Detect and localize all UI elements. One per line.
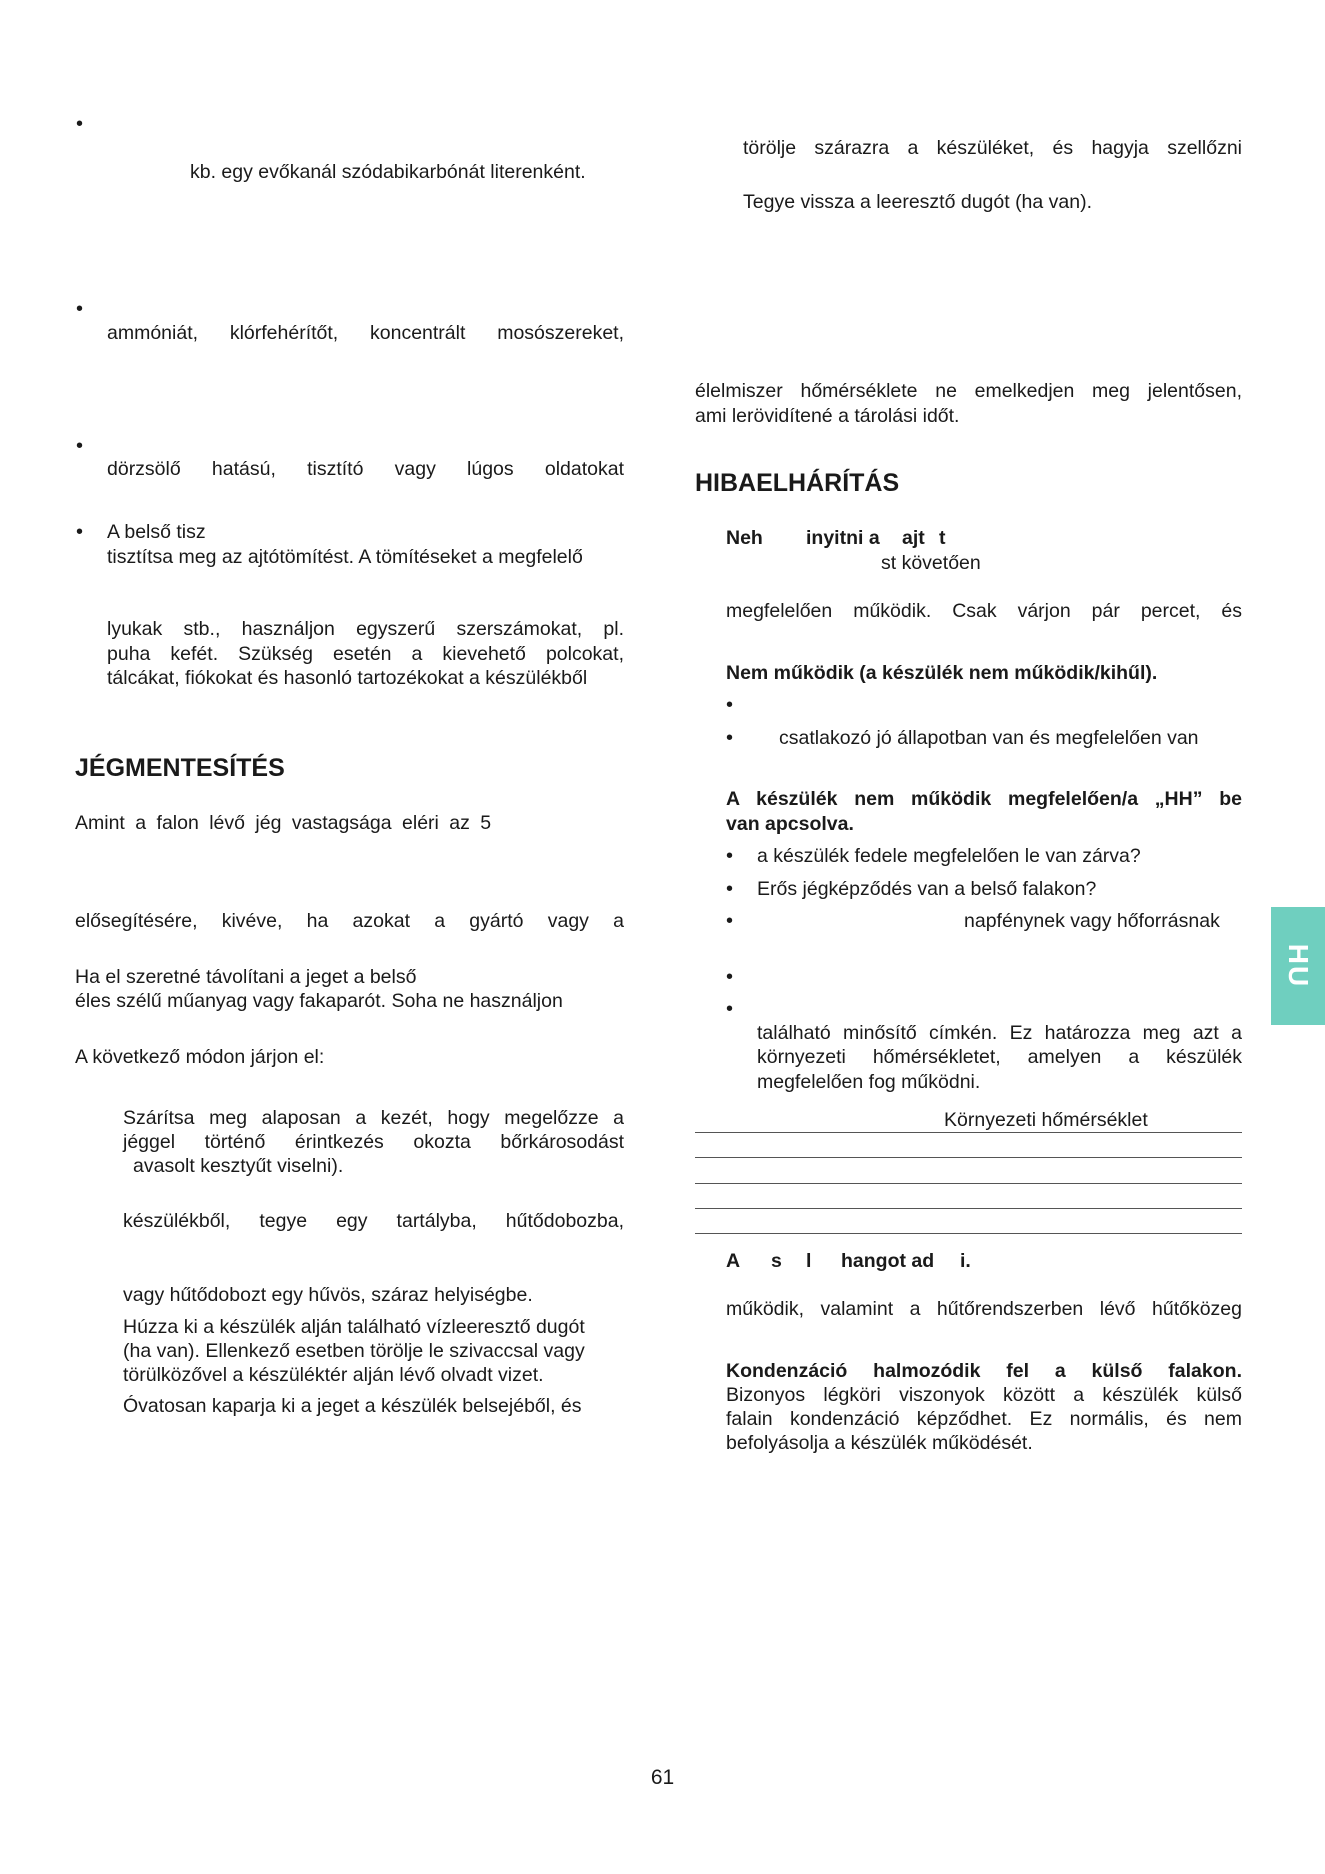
text-line: avasolt kesztyűt viselni).	[133, 1155, 344, 1177]
text-line: csatlakozó jó állapotban van és megfelelően van	[779, 727, 1199, 749]
table-rule	[695, 1208, 1242, 1209]
text-line: lyukak stb., használjon egyszerű szerszámokat, pl.	[107, 618, 624, 640]
table-rule	[695, 1183, 1242, 1184]
subheading: Kondenzáció halmozódik fel a külső falakon.	[726, 1360, 1242, 1382]
bullet-marker: •	[726, 694, 734, 716]
text-line: törülközővel a készüléktér alján lévő olvadt vizet.	[123, 1364, 544, 1386]
subheading: van apcsolva.	[726, 813, 854, 835]
bullet-marker: •	[76, 521, 84, 543]
text-line: Szárítsa meg alaposan a kezét, hogy megelőzze a	[123, 1107, 624, 1129]
text-fragment: s	[771, 1250, 782, 1272]
bullet-marker: •	[726, 966, 734, 988]
text-line: törölje szárazra a készüléket, és hagyja szellőzni	[743, 137, 1242, 159]
text-line: (ha van). Ellenkező esetben törölje le szivaccsal vagy	[123, 1340, 585, 1362]
text-fragment: ajt	[902, 527, 925, 549]
text-fragment: inyitni a	[806, 527, 880, 549]
text-line: dörzsölő hatású, tisztító vagy lúgos oldatokat	[107, 458, 624, 480]
text-line: élelmiszer hőmérséklete ne emelkedjen meg jelentősen,	[695, 380, 1242, 402]
text-fragment: hangot ad	[841, 1250, 935, 1272]
text-line: Bizonyos légköri viszonyok között a készülék külső	[726, 1384, 1242, 1406]
bullet-marker: •	[76, 435, 84, 457]
text-line: vagy hűtődobozt egy hűvös, száraz helyiségbe.	[123, 1284, 533, 1306]
text-fragment: t	[939, 527, 946, 549]
text-line: megfelelően fog működni.	[757, 1071, 981, 1093]
table-rule	[695, 1233, 1242, 1234]
bullet-marker: •	[726, 727, 734, 749]
text-line: Amint a falon lévő jég vastagsága eléri az 5	[75, 812, 492, 834]
language-tab-label: HU	[1282, 943, 1314, 989]
text-line: A belső tisz	[107, 521, 206, 543]
text-fragment: A	[726, 1250, 741, 1272]
text-line: A következő módon járjon el:	[75, 1046, 325, 1068]
text-line: készülékből, tegye egy tartályba, hűtődobozba,	[123, 1210, 624, 1232]
bullet-marker: •	[726, 910, 734, 932]
text-line: st követően	[881, 552, 981, 574]
page-number: 61	[650, 1766, 675, 1789]
text-line: éles szélű műanyag vagy fakaparót. Soha ne használjon	[75, 990, 563, 1012]
text-fragment: Neh	[726, 527, 763, 549]
text-line: található minősítő címkén. Ez határozza meg azt a	[757, 1022, 1242, 1044]
subheading: Nem működik (a készülék nem működik/kihűl).	[726, 662, 1158, 684]
text-line: napfénynek vagy hőforrásnak	[964, 910, 1220, 932]
language-tab-hu	[1271, 907, 1325, 1025]
table-header: Környezeti hőmérséklet	[944, 1109, 1148, 1131]
text-line: Húzza ki a készülék alján található vízleeresztő dugót	[123, 1316, 585, 1338]
section-heading-defrost: JÉGMENTESÍTÉS	[75, 754, 285, 782]
text-line: befolyásolja a készülék működését.	[726, 1432, 1033, 1454]
text-fragment: i.	[960, 1250, 971, 1272]
bullet-marker: •	[76, 113, 84, 135]
subheading: A készülék nem működik megfelelően/a „HH” be	[726, 788, 1242, 810]
text-line: megfelelően működik. Csak várjon pár percet, és	[726, 600, 1242, 622]
text-fragment: l	[806, 1250, 812, 1272]
text-line: Óvatosan kaparja ki a jeget a készülék belsejéből, és	[123, 1395, 582, 1417]
text-line: Erős jégképződés van a belső falakon?	[757, 878, 1097, 900]
bullet-marker: •	[726, 878, 734, 900]
text-line: falain kondenzáció képződhet. Ez normális, és nem	[726, 1408, 1242, 1430]
bullet-marker: •	[726, 998, 734, 1020]
text-line: kb. egy evőkanál szódabikarbónát literenként.	[190, 161, 586, 183]
text-line: a készülék fedele megfelelően le van zárva?	[757, 845, 1141, 867]
table-rule	[695, 1157, 1242, 1158]
bullet-marker: •	[726, 845, 734, 867]
text-line: ami lerövidítené a tárolási időt.	[695, 405, 960, 427]
text-line: tisztítsa meg az ajtótömítést. A tömítéseket a megfelelő	[107, 546, 583, 568]
text-line: Tegye vissza a leeresztő dugót (ha van).	[743, 191, 1093, 213]
text-line: tálcákat, fiókokat és hasonló tartozékokat a készülékből	[107, 667, 588, 689]
bullet-marker: •	[76, 298, 84, 320]
text-line: puha kefét. Szükség esetén a kievehető polcokat,	[107, 643, 624, 665]
section-heading-troubleshooting: HIBAELHÁRÍTÁS	[695, 469, 900, 497]
text-line: ammóniát, klórfehérítőt, koncentrált mosószereket,	[107, 322, 624, 344]
table-rule	[695, 1132, 1242, 1133]
text-line: elősegítésére, kivéve, ha azokat a gyártó vagy a	[75, 910, 624, 932]
text-line: környezeti hőmérsékletet, amelyen a készülék	[757, 1046, 1242, 1068]
text-line: működik, valamint a hűtőrendszerben lévő hűtőközeg	[726, 1298, 1242, 1320]
text-line: Ha el szeretné távolítani a jeget a belső	[75, 966, 417, 988]
text-line: jéggel történő érintkezés okozta bőrkárosodást	[123, 1131, 624, 1153]
